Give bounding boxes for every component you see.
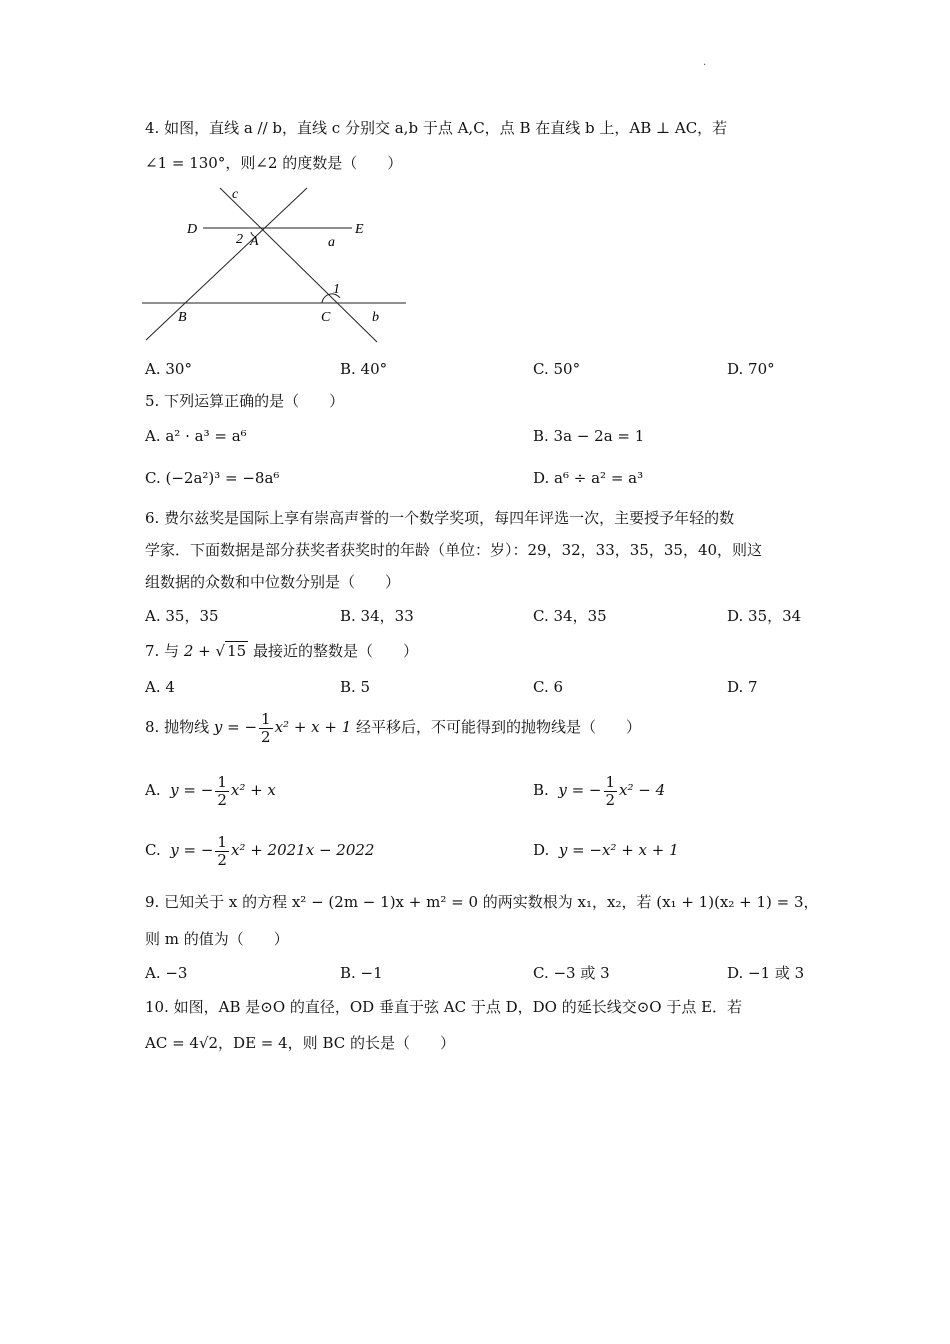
label-b: b (372, 310, 379, 325)
q8-option-a[interactable]: A. y = − $\frac{1}{2}$ x² + x (145, 772, 276, 809)
top-mark: · (703, 60, 707, 71)
label-D: D (187, 222, 198, 237)
q5-option-c[interactable]: C. (−2a²)³ = −8a⁶ (145, 469, 280, 487)
q8-option-b[interactable]: B. y = − $\frac{1}{2}$ x² − 4 (533, 772, 666, 809)
q7-radicand: 15 (227, 642, 247, 660)
q6-line1: 6. 费尔兹奖是国际上享有崇高声誉的一个数学奖项，每四年评选一次，主要授予年轻的数 (145, 509, 735, 527)
sqrt-icon: √ (215, 642, 226, 660)
label-B: B (178, 310, 187, 325)
q6-line2: 学家．下面数据是部分获奖者获奖时的年龄（单位：岁）：29，32，33，35，35，40，则这 (145, 541, 763, 559)
q9-line1: 9. 已知关于 x 的方程 x² − (2m − 1)x + m² = 0 的两实数根为 x₁，x₂，若 (x₁ + 1)(x₂ + 1) = 3， (145, 893, 819, 911)
line-c (220, 188, 377, 342)
line-ab (146, 188, 307, 340)
q7-option-b[interactable]: B. 5 (340, 678, 371, 696)
q8-option-c[interactable]: C. y = − $\frac{1}{2}$ x² + 2021x − 2022 (145, 832, 375, 869)
q8-prefix: 8. 抛物线 (145, 718, 210, 736)
q8-option-d[interactable]: D. y = −x² + x + 1 (533, 841, 679, 859)
q8-fraction: $\frac{1}{2}$ (261, 709, 271, 746)
q10-line2: AC = 4√2，DE = 4，则 BC 的长是（ ） (145, 1034, 455, 1052)
q4-option-b[interactable]: B. 40° (340, 360, 388, 378)
q9-option-a[interactable]: A. −3 (145, 964, 188, 982)
q7-option-d[interactable]: D. 7 (727, 678, 758, 696)
q4-figure (140, 182, 410, 352)
q7-stem (145, 640, 418, 662)
q9-line2: 则 m 的值为（ ） (145, 930, 289, 948)
q5-option-d[interactable]: D. a⁶ ÷ a² = a³ (533, 469, 644, 487)
q7-prefix: 7. 与 (145, 642, 180, 660)
q4-line1: 4. 如图，直线 a // b，直线 c 分别交 a,b 于点 A,C，点 B 在直线 b 上，AB ⊥ AC，若 (145, 119, 728, 137)
q8-rhs: x² + x + 1 (274, 718, 352, 736)
label-E: E (355, 222, 364, 237)
q6-line3: 组数据的众数和中位数分别是（ ） (145, 573, 401, 591)
label-a: a (328, 235, 335, 250)
q7-option-c[interactable]: C. 6 (533, 678, 564, 696)
label-1: 1 (333, 282, 340, 297)
q10-line1: 10. 如图，AB 是⊙O 的直径，OD 垂直于弦 AC 于点 D，DO 的延长线交⊙O 于点 E．若 (145, 998, 743, 1016)
q4-option-d[interactable]: D. 70° (727, 360, 775, 378)
label-2: 2 (236, 232, 243, 247)
q7-suffix: 最接近的整数是（ ） (252, 642, 418, 660)
q7-expr: 2 + (183, 642, 211, 660)
q9-option-d[interactable]: D. −1 或 3 (727, 964, 805, 982)
q4-option-c[interactable]: C. 50° (533, 360, 581, 378)
label-C: C (321, 310, 331, 325)
q6-option-d[interactable]: D. 35，34 (727, 607, 802, 625)
q6-option-c[interactable]: C. 34，35 (533, 607, 607, 625)
q5-option-a[interactable]: A. a² · a³ = a⁶ (145, 427, 247, 445)
q5-option-b[interactable]: B. 3a − 2a = 1 (533, 427, 645, 445)
q7-option-a[interactable]: A. 4 (145, 678, 175, 696)
q9-option-b[interactable]: B. −1 (340, 964, 383, 982)
q5-stem: 5. 下列运算正确的是（ ） (145, 392, 345, 410)
label-c: c (232, 187, 239, 202)
label-A: A (250, 234, 259, 249)
q8-lhs: y = − (213, 718, 258, 736)
q4-line2: ∠1 = 130°，则∠2 的度数是（ ） (145, 154, 403, 172)
q9-option-c[interactable]: C. −3 或 3 (533, 964, 610, 982)
q8-suffix: 经平移后，不可能得到的抛物线是（ ） (356, 718, 642, 736)
q8-stem (145, 709, 641, 746)
q4-option-a[interactable]: A. 30° (145, 360, 192, 378)
q6-option-a[interactable]: A. 35，35 (145, 607, 219, 625)
q6-option-b[interactable]: B. 34，33 (340, 607, 414, 625)
